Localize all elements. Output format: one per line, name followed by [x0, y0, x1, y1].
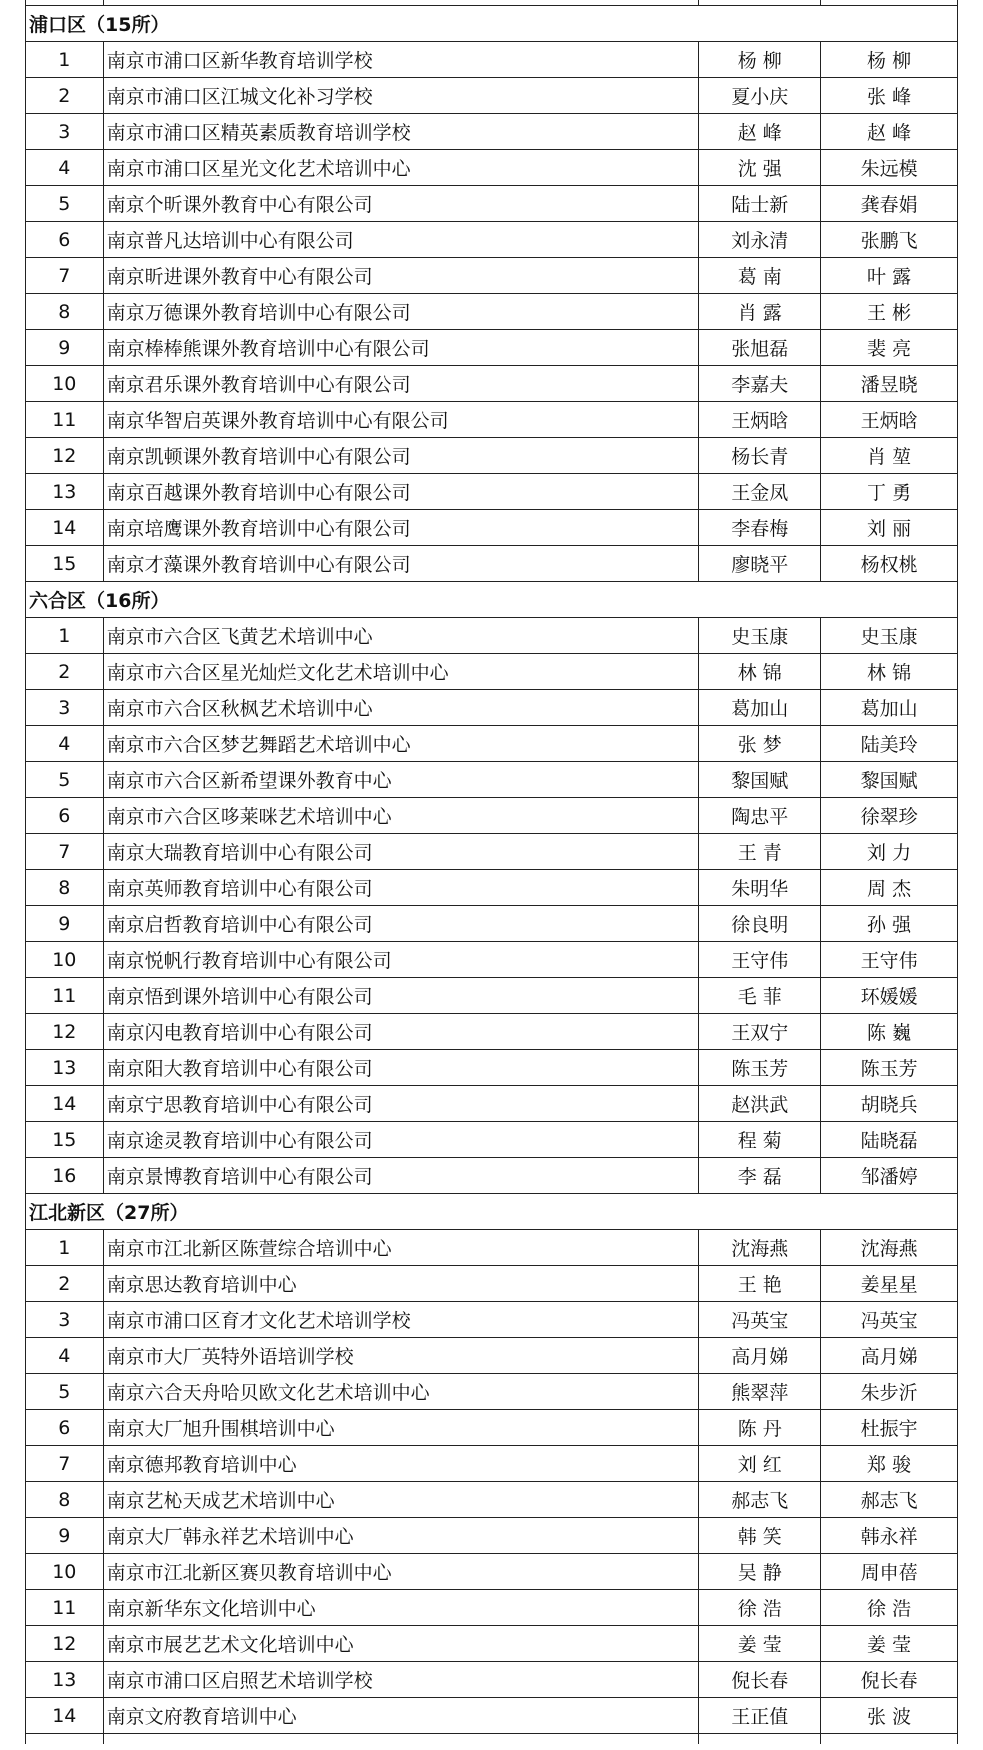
- legal-representative: 徐 浩: [821, 1590, 958, 1626]
- legal-representative: 龚春娟: [821, 186, 958, 222]
- row-number: 1: [26, 42, 104, 78]
- row-number: 14: [26, 1086, 104, 1122]
- row-number: 12: [26, 1014, 104, 1050]
- row-number: 10: [26, 1554, 104, 1590]
- row-number: 7: [26, 258, 104, 294]
- table-row: [26, 1482, 958, 1518]
- school-name: 南京德邦教育培训中心: [103, 1446, 699, 1482]
- row-number: 4: [26, 150, 104, 186]
- table-row: [26, 150, 958, 186]
- row-number: 9: [26, 330, 104, 366]
- legal-representative: 黎国赋: [821, 762, 958, 798]
- person-in-charge: 王双宁: [699, 1014, 821, 1050]
- table-row: [26, 114, 958, 150]
- table-row: [26, 330, 958, 366]
- row-number: 3: [26, 114, 104, 150]
- row-number: 10: [26, 366, 104, 402]
- school-name: 南京华智启英课外教育培训中心有限公司: [103, 402, 699, 438]
- person-in-charge: 李春梅: [699, 510, 821, 546]
- person-in-charge: 王 青: [699, 834, 821, 870]
- legal-representative: 裴 亮: [821, 330, 958, 366]
- table-row: [26, 1446, 958, 1482]
- person-in-charge: 王炳晗: [699, 402, 821, 438]
- row-number: 9: [26, 1518, 104, 1554]
- table-row: [26, 366, 958, 402]
- row-number: 7: [26, 834, 104, 870]
- person-in-charge: 徐良明: [699, 906, 821, 942]
- legal-representative: 张鹏飞: [821, 222, 958, 258]
- table-row: [26, 942, 958, 978]
- table-row: [26, 906, 958, 942]
- table-row: [26, 1086, 958, 1122]
- school-name: 南京闪电教育培训中心有限公司: [103, 1014, 699, 1050]
- school-name: 南京市江北新区赛贝教育培训中心: [103, 1554, 699, 1590]
- person-in-charge: 沈 强: [699, 150, 821, 186]
- school-name: 南京宁思教育培训中心有限公司: [103, 1086, 699, 1122]
- row-number: 14: [26, 510, 104, 546]
- school-name: 南京培鹰课外教育培训中心有限公司: [103, 510, 699, 546]
- row-number: 6: [26, 798, 104, 834]
- district-heading: 浦口区（15所）: [26, 6, 958, 42]
- legal-representative: 杨权桃: [821, 546, 958, 582]
- legal-representative: 陈玉芳: [821, 1050, 958, 1086]
- person-in-charge: 夏小庆: [699, 78, 821, 114]
- person-in-charge: 倪长春: [699, 1662, 821, 1698]
- person-in-charge: 陈玉芳: [699, 1050, 821, 1086]
- table-row: [26, 726, 958, 762]
- person-in-charge: 陆士新: [699, 186, 821, 222]
- school-name: 南京阳大教育培训中心有限公司: [103, 1050, 699, 1086]
- row-number: 16: [26, 1158, 104, 1194]
- person-in-charge: 刘 红: [699, 1446, 821, 1482]
- legal-representative: 葛加山: [821, 690, 958, 726]
- table-row: [26, 1158, 958, 1194]
- legal-representative: 刘 丽: [821, 510, 958, 546]
- school-name: 南京市浦口区新华教育培训学校: [103, 42, 699, 78]
- legal-representative: 肖 堃: [821, 438, 958, 474]
- person-in-charge: 李嘉夫: [699, 366, 821, 402]
- table-row: [26, 1374, 958, 1410]
- legal-representative: 郑 骏: [821, 1446, 958, 1482]
- person-in-charge: 熊翠萍: [699, 1374, 821, 1410]
- row-number: 1: [26, 618, 104, 654]
- school-name: 南京市浦口区育才文化艺术培训学校: [103, 1302, 699, 1338]
- row-number: 13: [26, 1050, 104, 1086]
- district-heading: 六合区（16所）: [26, 582, 958, 618]
- row-number: 2: [26, 1266, 104, 1302]
- school-name: 南京君乐课外教育培训中心有限公司: [103, 366, 699, 402]
- legal-representative: 叶 露: [821, 258, 958, 294]
- legal-representative: 环媛媛: [821, 978, 958, 1014]
- row-number: 6: [26, 222, 104, 258]
- school-name: 南京市六合区飞黄艺术培训中心: [103, 618, 699, 654]
- row-number: 12: [26, 1626, 104, 1662]
- table-row: [26, 1410, 958, 1446]
- row-number: 3: [26, 1302, 104, 1338]
- table-row: [26, 978, 958, 1014]
- row-number: 10: [26, 942, 104, 978]
- school-name: 南京市浦口区星光文化艺术培训中心: [103, 150, 699, 186]
- person-in-charge: 毛 菲: [699, 978, 821, 1014]
- legal-representative: 邹潘婷: [821, 1158, 958, 1194]
- legal-representative: 朱步沂: [821, 1374, 958, 1410]
- row-number: 5: [26, 186, 104, 222]
- legal-representative: 王炳晗: [821, 402, 958, 438]
- table-row: [26, 474, 958, 510]
- row-number: 15: [26, 1122, 104, 1158]
- row-number: 9: [26, 906, 104, 942]
- table-row: [26, 1590, 958, 1626]
- row-number: 11: [26, 978, 104, 1014]
- row-number: 8: [26, 870, 104, 906]
- legal-representative: 陈 巍: [821, 1014, 958, 1050]
- school-name: 南京市六合区哆莱咪艺术培训中心: [103, 798, 699, 834]
- person-in-charge: 陈 丹: [699, 1410, 821, 1446]
- table-row: [26, 1626, 958, 1662]
- person-in-charge: 张 梦: [699, 726, 821, 762]
- row-number: 6: [26, 1410, 104, 1446]
- legal-representative: 徐翠珍: [821, 798, 958, 834]
- row-number: 7: [26, 1446, 104, 1482]
- table-row: [26, 618, 958, 654]
- legal-representative: 沈海燕: [821, 1230, 958, 1266]
- school-name: 南京英师教育培训中心有限公司: [103, 870, 699, 906]
- school-name: 南京大厂旭升围棋培训中心: [103, 1410, 699, 1446]
- school-name: 南京市六合区秋枫艺术培训中心: [103, 690, 699, 726]
- school-name: 南京思达教育培训中心: [103, 1266, 699, 1302]
- row-number: 13: [26, 474, 104, 510]
- school-name: 南京市六合区星光灿烂文化艺术培训中心: [103, 654, 699, 690]
- table-row: [26, 186, 958, 222]
- person-in-charge: 王金凤: [699, 474, 821, 510]
- legal-representative: 王守伟: [821, 942, 958, 978]
- table-row: [26, 438, 958, 474]
- school-list-sheet: [25, 0, 958, 1744]
- legal-representative: 丁 勇: [821, 474, 958, 510]
- school-name: 南京昕进课外教育中心有限公司: [103, 258, 699, 294]
- legal-representative: 史玉康: [821, 618, 958, 654]
- table-row: [26, 258, 958, 294]
- row-number: 4: [26, 1338, 104, 1374]
- school-name: 南京艺杺天成艺术培训中心: [103, 1482, 699, 1518]
- table-row: [26, 798, 958, 834]
- person-in-charge: 王正值: [699, 1698, 821, 1734]
- school-name: 南京个昕课外教育中心有限公司: [103, 186, 699, 222]
- person-in-charge: 徐 浩: [699, 1590, 821, 1626]
- legal-representative: 倪长春: [821, 1662, 958, 1698]
- table-row: [26, 1050, 958, 1086]
- school-name: 南京大瑞教育培训中心有限公司: [103, 834, 699, 870]
- row-number: 1: [26, 1230, 104, 1266]
- district-header-row: [26, 582, 958, 618]
- person-in-charge: 韩 笑: [699, 1518, 821, 1554]
- table-row: [26, 690, 958, 726]
- legal-representative: 王 彬: [821, 294, 958, 330]
- row-number: 2: [26, 654, 104, 690]
- table-row: [26, 1266, 958, 1302]
- legal-representative: 高月娣: [821, 1338, 958, 1374]
- legal-representative: 孙 强: [821, 906, 958, 942]
- table-row: [26, 1554, 958, 1590]
- school-name: 南京市浦口区精英素质教育培训学校: [103, 114, 699, 150]
- school-name: 南京市浦口区江城文化补习学校: [103, 78, 699, 114]
- legal-representative: 陆美玲: [821, 726, 958, 762]
- row-number: 15: [26, 546, 104, 582]
- row-number: 5: [26, 1374, 104, 1410]
- legal-representative: 朱远模: [821, 150, 958, 186]
- school-name: 南京市江北新区陈萱综合培训中心: [103, 1230, 699, 1266]
- row-number: 4: [26, 726, 104, 762]
- school-name: 南京市六合区新希望课外教育中心: [103, 762, 699, 798]
- person-in-charge: 冯英宝: [699, 1302, 821, 1338]
- legal-representative: 刘 力: [821, 834, 958, 870]
- person-in-charge: 史玉康: [699, 618, 821, 654]
- row-number: 11: [26, 1590, 104, 1626]
- school-name: 南京新华东文化培训中心: [103, 1590, 699, 1626]
- school-name: 南京市六合区梦艺舞蹈艺术培训中心: [103, 726, 699, 762]
- table-row: [26, 1518, 958, 1554]
- table-row: [26, 1698, 958, 1734]
- person-in-charge: 王 艳: [699, 1266, 821, 1302]
- person-in-charge: 姜 莹: [699, 1626, 821, 1662]
- legal-representative: 姜 莹: [821, 1626, 958, 1662]
- legal-representative: 林 锦: [821, 654, 958, 690]
- person-in-charge: 刘永清: [699, 222, 821, 258]
- person-in-charge: 肖 露: [699, 294, 821, 330]
- legal-representative: 姜星星: [821, 1266, 958, 1302]
- person-in-charge: 郝志飞: [699, 1482, 821, 1518]
- person-in-charge: 沈海燕: [699, 1230, 821, 1266]
- table-row: [26, 654, 958, 690]
- legal-representative: 韩永祥: [821, 1518, 958, 1554]
- district-header-row: [26, 6, 958, 42]
- person-in-charge: 黎国赋: [699, 762, 821, 798]
- table-row: [26, 222, 958, 258]
- person-in-charge: 葛 南: [699, 258, 821, 294]
- row-number: 11: [26, 402, 104, 438]
- person-in-charge: 葛加山: [699, 690, 821, 726]
- person-in-charge: 杨 柳: [699, 42, 821, 78]
- legal-representative: 潘昱晓: [821, 366, 958, 402]
- school-name: 南京市浦口区启照艺术培训学校: [103, 1662, 699, 1698]
- person-in-charge: 杨长青: [699, 438, 821, 474]
- table-row: [26, 42, 958, 78]
- person-in-charge: 张旭磊: [699, 330, 821, 366]
- school-name: 南京万德课外教育培训中心有限公司: [103, 294, 699, 330]
- table-row: [26, 1338, 958, 1374]
- person-in-charge: 王守伟: [699, 942, 821, 978]
- school-name: 南京悟到课外培训中心有限公司: [103, 978, 699, 1014]
- table-row: [26, 402, 958, 438]
- row-number: 2: [26, 78, 104, 114]
- district-heading: 江北新区（27所）: [26, 1194, 958, 1230]
- table-row: [26, 1302, 958, 1338]
- school-name: 南京才藻课外教育培训中心有限公司: [103, 546, 699, 582]
- table-row: [26, 546, 958, 582]
- table-row: [26, 870, 958, 906]
- table-row: [26, 834, 958, 870]
- district-header-row: [26, 1194, 958, 1230]
- legal-representative: 冯英宝: [821, 1302, 958, 1338]
- person-in-charge: 赵 峰: [699, 114, 821, 150]
- person-in-charge: 廖晓平: [699, 546, 821, 582]
- row-number: 8: [26, 294, 104, 330]
- table-row: [26, 510, 958, 546]
- legal-representative: 杜振宇: [821, 1410, 958, 1446]
- legal-representative: 张 波: [821, 1698, 958, 1734]
- table-row: [26, 1122, 958, 1158]
- table-row: [26, 1230, 958, 1266]
- table-row: [26, 294, 958, 330]
- school-name: 南京棒棒熊课外教育培训中心有限公司: [103, 330, 699, 366]
- school-table-body: [26, 0, 958, 1744]
- row-number: 8: [26, 1482, 104, 1518]
- person-in-charge: 陶忠平: [699, 798, 821, 834]
- person-in-charge: 吴 静: [699, 1554, 821, 1590]
- row-number: 12: [26, 438, 104, 474]
- school-name: 南京六合天舟哈贝欧文化艺术培训中心: [103, 1374, 699, 1410]
- school-name: 南京大厂韩永祥艺术培训中心: [103, 1518, 699, 1554]
- school-name: 南京启哲教育培训中心有限公司: [103, 906, 699, 942]
- row-number: 3: [26, 690, 104, 726]
- school-name: 南京凯顿课外教育培训中心有限公司: [103, 438, 699, 474]
- legal-representative: 周申蓓: [821, 1554, 958, 1590]
- person-in-charge: 程 菊: [699, 1122, 821, 1158]
- school-name: 南京悦帆行教育培训中心有限公司: [103, 942, 699, 978]
- table-row: [26, 1662, 958, 1698]
- legal-representative: 赵 峰: [821, 114, 958, 150]
- legal-representative: 胡晓兵: [821, 1086, 958, 1122]
- legal-representative: 周 杰: [821, 870, 958, 906]
- school-name: 南京景博教育培训中心有限公司: [103, 1158, 699, 1194]
- legal-representative: 陆晓磊: [821, 1122, 958, 1158]
- row-number: 5: [26, 762, 104, 798]
- school-name: 南京市展艺艺术文化培训中心: [103, 1626, 699, 1662]
- school-name: 南京文府教育培训中心: [103, 1698, 699, 1734]
- school-name: 南京百越课外教育培训中心有限公司: [103, 474, 699, 510]
- person-in-charge: 林 锦: [699, 654, 821, 690]
- school-name: 南京普凡达培训中心有限公司: [103, 222, 699, 258]
- table-row: [26, 762, 958, 798]
- school-name: 南京市大厂英特外语培训学校: [103, 1338, 699, 1374]
- school-table: [25, 0, 958, 1744]
- legal-representative: 张 峰: [821, 78, 958, 114]
- person-in-charge: 赵洪武: [699, 1086, 821, 1122]
- school-name: 南京途灵教育培训中心有限公司: [103, 1122, 699, 1158]
- person-in-charge: 李 磊: [699, 1158, 821, 1194]
- row-number: 13: [26, 1662, 104, 1698]
- table-row: [26, 1014, 958, 1050]
- table-row: [26, 78, 958, 114]
- person-in-charge: 朱明华: [699, 870, 821, 906]
- table-continuation-row: [26, 1734, 958, 1745]
- person-in-charge: 高月娣: [699, 1338, 821, 1374]
- legal-representative: 杨 柳: [821, 42, 958, 78]
- legal-representative: 郝志飞: [821, 1482, 958, 1518]
- row-number: 14: [26, 1698, 104, 1734]
